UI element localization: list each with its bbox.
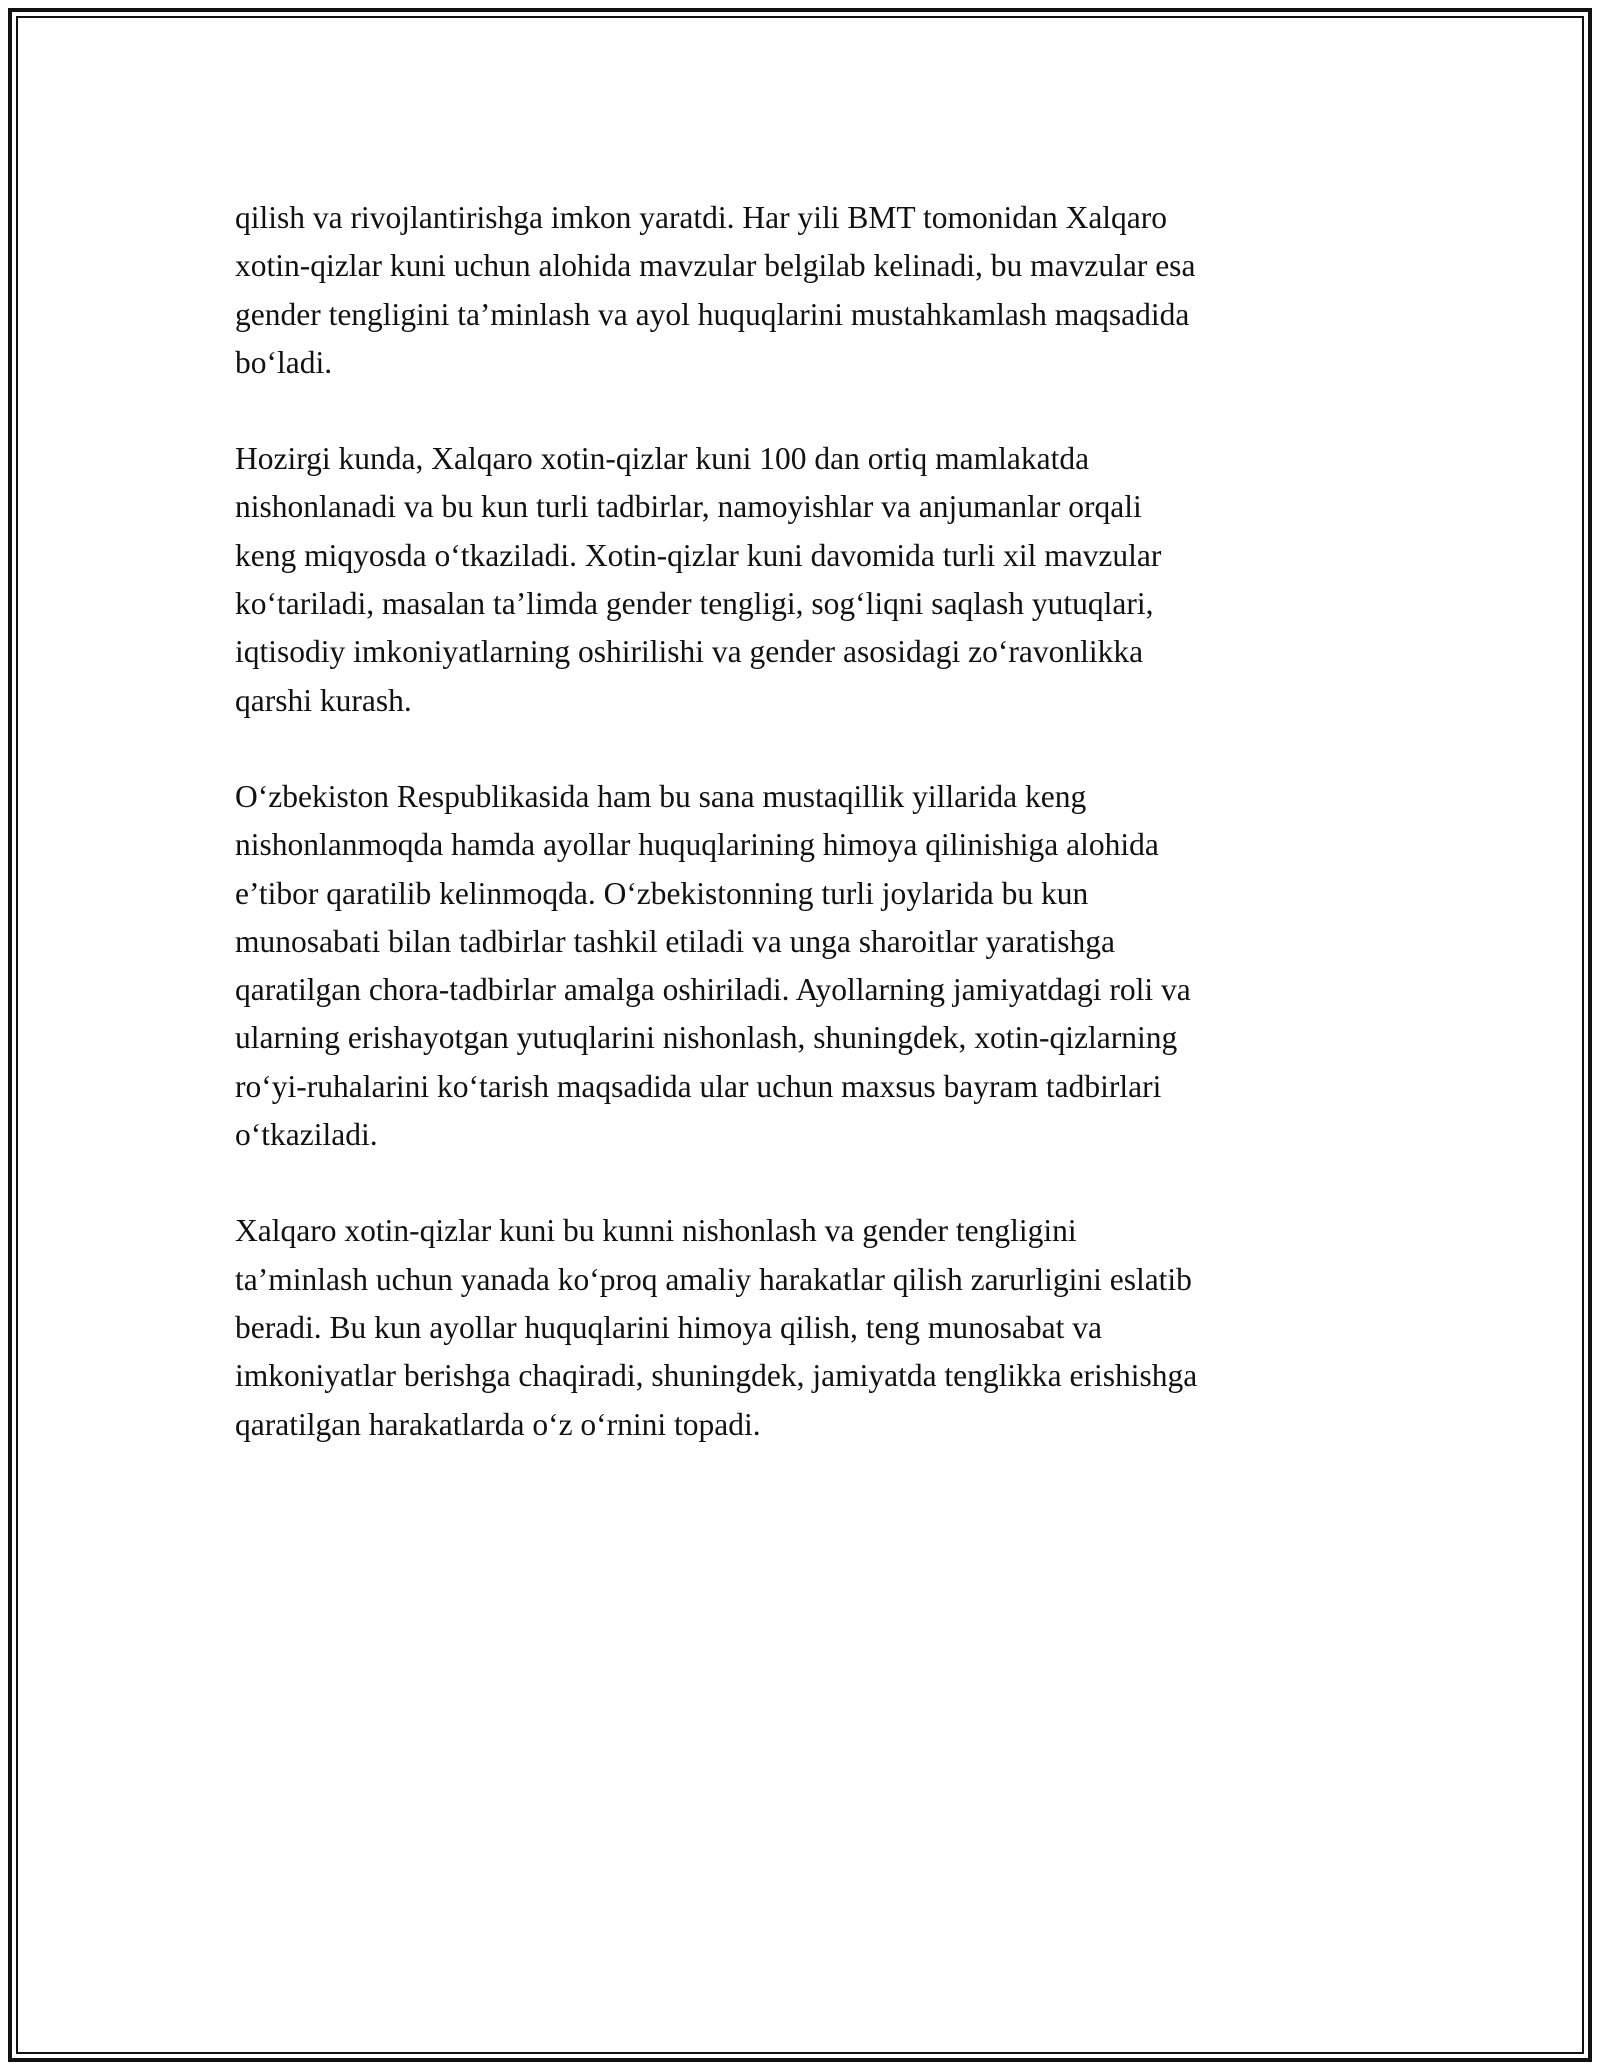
text-line: munosabati bilan tadbirlar tashkil etiladi va unga sharoitlar yaratishga — [235, 923, 1115, 959]
text-line: Hozirgi kunda, Xalqaro xotin-qizlar kuni 100 dan ortiq mamlakatda — [235, 441, 1090, 477]
text-line: nishonlanmoqda hamda ayollar huquqlarining himoya qilinishiga alohida — [235, 827, 1159, 863]
text-line: gender tengligini ta’minlash va ayol huquqlarini mustahkamlash maqsadida — [235, 296, 1190, 332]
text-line: qilish va rivojlantirishga imkon yaratdi. Har yili BMT tomonidan Xalqaro — [235, 200, 1168, 235]
text-line: O‘zbekiston Respublikasida ham bu sana mustaqillik yillarida keng — [235, 778, 1087, 814]
document-body — [235, 194, 1375, 1497]
text-line: qaratilgan harakatlarda o‘z o‘rnini topadi. — [235, 1406, 761, 1442]
text-line: qarshi kurash. — [235, 682, 412, 718]
text-line: ta’minlash uchun yanada ko‘proq amaliy harakatlar qilish zarurligini eslatib — [235, 1261, 1192, 1297]
text-line: nishonlanadi va bu kun turli tadbirlar, namoyishlar va anjumanlar orqali — [235, 489, 1142, 525]
text-line: iqtisodiy imkoniyatlarning oshirilishi va gender asosidagi zo‘ravonlikka — [235, 634, 1144, 670]
text-line: Xalqaro xotin-qizlar kuni bu kunni nishonlash va gender tengligini — [235, 1213, 1077, 1249]
text-line: ko‘tariladi, masalan ta’limda gender tengligi, sog‘liqni saqlash yutuqlari, — [235, 586, 1154, 622]
text-line: xotin-qizlar kuni uchun alohida mavzular belgilab kelinadi, bu mavzular esa — [235, 248, 1196, 284]
paragraph-4 — [235, 1207, 1375, 1448]
paragraph-1 — [235, 194, 1375, 387]
text-line: ularning erishayotgan yutuqlarini nishonlash, shuningdek, xotin-qizlarning — [235, 1020, 1178, 1056]
text-line: o‘tkaziladi. — [235, 1117, 378, 1153]
text-line: keng miqyosda o‘tkaziladi. Xotin-qizlar kuni davomida turli xil mavzular — [235, 537, 1162, 573]
text-line: bo‘ladi. — [235, 344, 333, 380]
text-line: qaratilgan chora-tadbirlar amalga oshiriladi. Ayollarning jamiyatdagi roli va — [235, 972, 1191, 1008]
text-line: ro‘yi-ruhalarini ko‘tarish maqsadida ular uchun maxsus bayram tadbirlari — [235, 1068, 1162, 1104]
text-line: beradi. Bu kun ayollar huquqlarini himoya qilish, teng munosabat va — [235, 1309, 1102, 1345]
paragraph-3 — [235, 773, 1375, 1159]
text-line: e’tibor qaratilib kelinmoqda. O‘zbekistonning turli joylarida bu kun — [235, 875, 1089, 911]
text-line: imkoniyatlar berishga chaqiradi, shuningdek, jamiyatda tenglikka erishishga — [235, 1358, 1198, 1394]
paragraph-2 — [235, 435, 1375, 725]
page-frame — [8, 8, 1592, 2062]
